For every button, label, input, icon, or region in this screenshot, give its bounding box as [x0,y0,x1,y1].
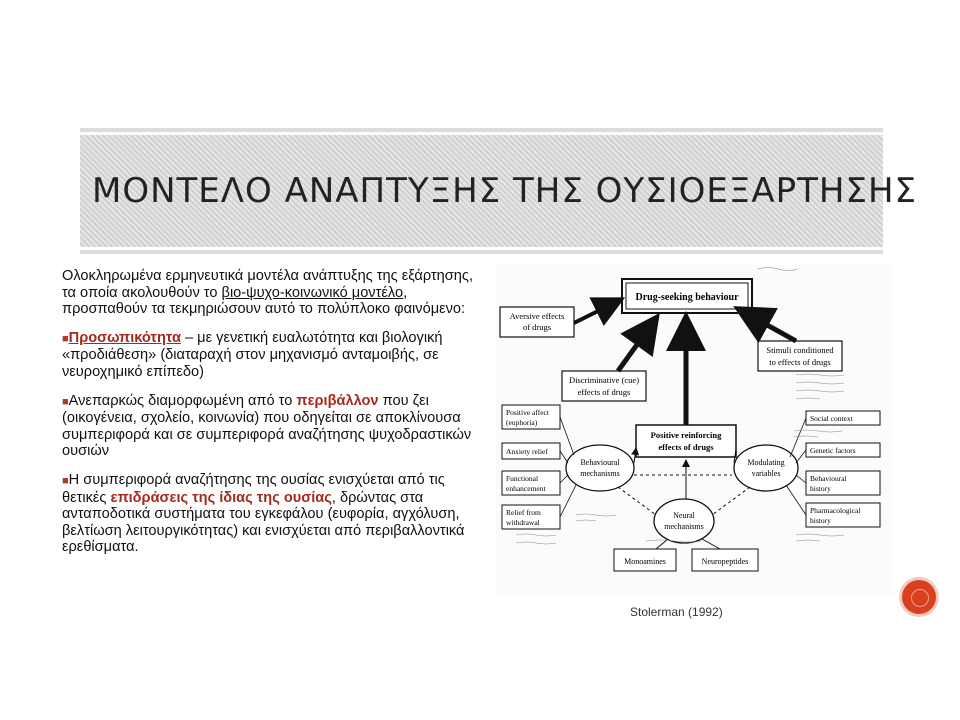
intro-text-2: , προσπαθούν τα τεκμηριώσουν αυτό το πολύπλοκο φαινόμενο: [62,284,466,318]
right-item-label: Pharmacological [810,506,861,515]
biopsychosocial-link: βιο-ψυχο-κοινωνικό μοντέλο [221,284,404,301]
positive-reinforcing-box [636,425,736,457]
drug-seeking-box [622,279,752,313]
slide-title: ΜΟΝΤΕΛΟ ΑΝΑΠΤΥΞΗΣ ΤΗΣ ΟΥΣΙΟΕΞΑΡΤΗΣΗΣ [92,171,918,211]
body-text [62,268,490,568]
bullet-text: – με γενετική ευαλωτότητα και βιολογική «προδιάθεση» (διαταραχή στον μηχανισμό ανταμοιβής, σε νευροχημικό επίπεδο) [62,329,443,380]
behavioural-label-2: mechanisms [580,469,620,478]
behavioural-label-1: Behavioural [580,458,620,467]
bottom-item-label: Monoamines [624,557,666,566]
bullet-text: που ζει (οικογένεια, σχολείο, κοινωνία) που οδηγείται σε αποκλίνουσα συμπεριφορά και σε συμπεριφορά αναζήτησης ψυχοδραστικών ουσιών [62,392,472,460]
left-item-label: Relief from [506,508,541,517]
bullet-icon: ■ [62,395,69,408]
bullet-icon: ■ [62,474,69,487]
aversive-label-2: of drugs [522,322,552,332]
bullet-icon: ■ [62,332,69,345]
aversive-box [500,307,574,337]
addiction-model-diagram [496,265,892,595]
neural-label-1: Neural [673,511,695,520]
title-bottom-rule [80,250,883,254]
left-item-label: (euphoria) [506,418,538,427]
bottom-item-label: Neuropeptides [701,557,749,566]
modulating-label-1: Modulating [747,458,785,467]
stimuli-box [758,341,842,371]
behavioural-mechanisms-node [566,445,634,491]
bullet-highlight: επιδράσεις της ίδιας της ουσίας [110,489,332,506]
left-item-label: enhancement [506,484,546,493]
bullet-highlight: Προσωπικότητα [68,329,181,346]
stimuli-label-2: to effects of drugs [769,357,831,367]
modulating-label-2: variables [751,469,781,478]
right-item-label: Behavioural [810,474,847,483]
title-top-rule [80,128,883,132]
left-item-label: withdrawal [506,518,540,527]
bullet-personality [62,330,490,381]
right-item-label: history [810,516,831,525]
left-item-label: Anxiety relief [506,447,548,456]
bullet-environment [62,393,490,460]
left-item-label: Positive affect [506,408,549,417]
next-slide-button[interactable] [902,580,936,614]
stimuli-label-1: Stimuli conditioned [766,345,834,355]
bullet-highlight: περιβάλλον [296,392,379,409]
discriminative-label-1: Discriminative (cue) [568,375,640,385]
right-item-label: history [810,484,831,493]
intro-paragraph [62,268,490,318]
positive-label-2: effects of drugs [658,442,714,452]
diagram-credit: Stolerman (1992) [630,605,723,619]
intro-text-1: Ολοκληρωμένα ερμηνευτικά μοντέλα ανάπτυξης της εξάρτησης, τα οποία ακολουθούν το [62,268,474,301]
bullet-substance-effects [62,472,490,556]
bullet-text: Ανεπαρκώς διαμορφωμένη από το [68,392,297,409]
left-item-label: Functional [506,474,539,483]
neural-label-2: mechanisms [664,522,704,531]
positive-label-1: Positive reinforcing [650,430,722,440]
neural-mechanisms-node [654,499,714,543]
bullet-text: , δρώντας στα ανταποδοτικά συστήματα του εγκεφάλου (ευφορία, αγχόλυση, βελτίωση λειτουργικότητας) και ενισχύεται από περιβαλλοντικά ερεθίσματα. [62,489,465,556]
drug-seeking-label: Drug-seeking behaviour [635,292,739,303]
right-item-label: Genetic factors [810,446,856,455]
bullet-text: Η συμπεριφορά αναζήτησης της ουσίας ενισχύεται από τις θετικές [62,471,445,506]
aversive-label-1: Aversive effects [509,311,565,321]
title-band [80,135,918,247]
discriminative-box [562,371,646,401]
modulating-variables-node [734,445,798,491]
right-item-label: Social context [810,414,853,423]
discriminative-label-2: effects of drugs [577,387,631,397]
